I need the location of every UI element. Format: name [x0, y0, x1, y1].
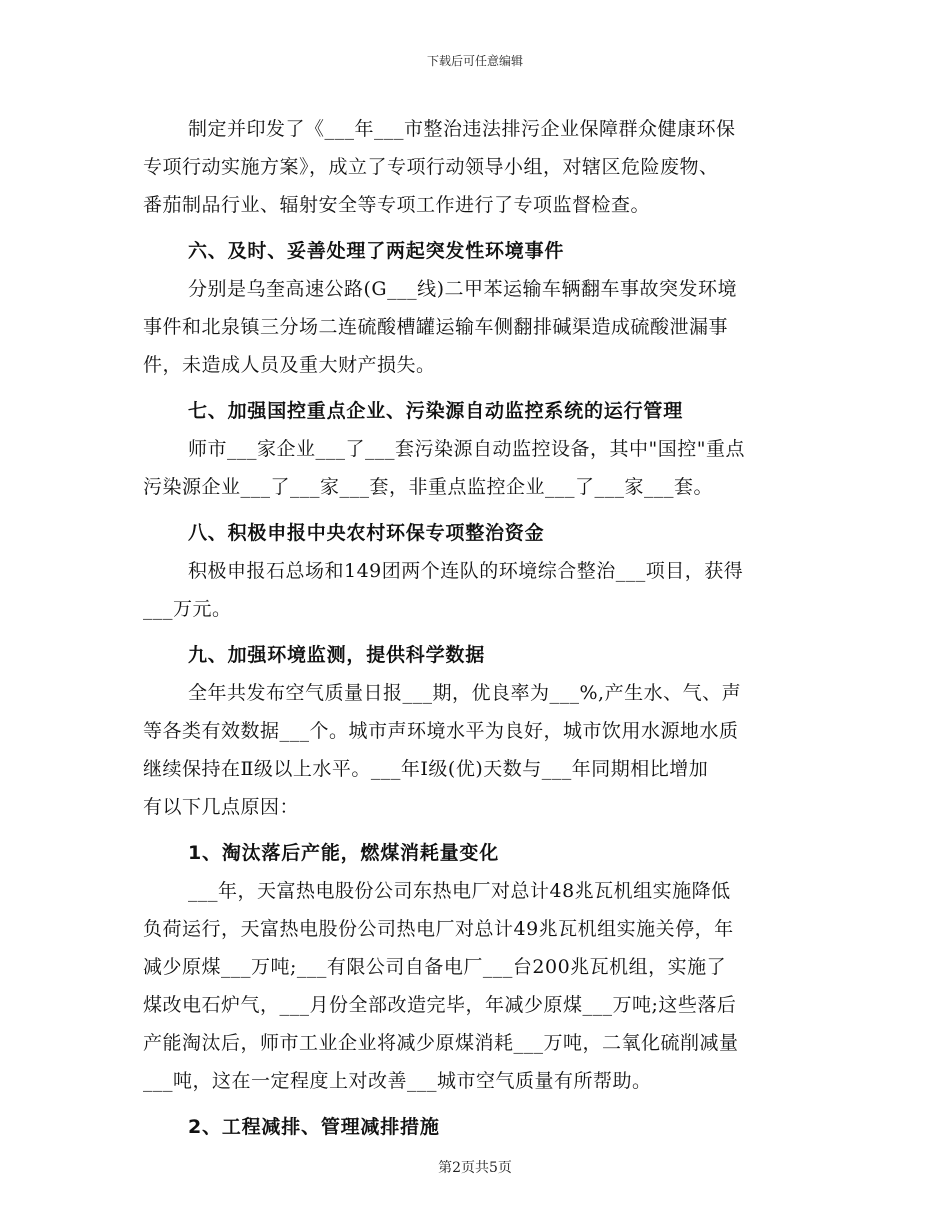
section-heading: 六、及时、妥善处理了两起突发性环境事件 [188, 240, 565, 262]
paragraph-line: 等各类有效数据___个。城市声环境水平为良好，城市饮用水源地水质 [143, 720, 739, 742]
paragraph-line: 事件和北泉镇三分场二连硫酸槽罐运输车侧翻排碱渠造成硫酸泄漏事 [143, 316, 729, 338]
paragraph-line: 专项行动实施方案》，成立了专项行动领导小组，对辖区危险废物、 [143, 156, 719, 178]
paragraph-line: 制定并印发了《___年___市整治违法排污企业保障群众健康环保 [188, 118, 736, 140]
paragraph-line: ___年，天富热电股份公司东热电厂对总计48兆瓦机组实施降低 [188, 880, 731, 902]
document-body [143, 110, 807, 1146]
paragraph-line: 师市___家企业___了___套污染源自动监控设备，其中"国控"重点 [188, 438, 745, 460]
paragraph-line: ___吨，这在一定程度上对改善___城市空气质量有所帮助。 [143, 1070, 652, 1092]
paragraph-line: 分别是乌奎高速公路(G___线)二甲苯运输车辆翻车事故突发环境 [188, 278, 738, 300]
paragraph-line: 煤改电石炉气，___月份全部改造完毕，年减少原煤___万吨;这些落后 [143, 994, 737, 1016]
section-heading: 八、积极申报中央农村环保专项整治资金 [188, 522, 545, 544]
paragraph-line: 污染源企业___了___家___套，非重点监控企业___了___家___套。 [143, 476, 714, 498]
section-heading: 九、加强环境监测，提供科学数据 [188, 644, 486, 666]
page-footer: 第2页共5页 [438, 1160, 512, 1176]
paragraph-line: 有以下几点原因： [143, 796, 300, 818]
section-heading: 七、加强国控重点企业、污染源自动监控系统的运行管理 [188, 400, 684, 422]
paragraph-line: 番茄制品行业、辐射安全等专项工作进行了专项监督检查。 [143, 194, 651, 216]
section-heading: 1、淘汰落后产能，燃煤消耗量变化 [188, 842, 500, 864]
paragraph-line: 全年共发布空气质量日报___期，优良率为___%,产生水、气、声 [188, 682, 742, 704]
paragraph-line: 产能淘汰后，师市工业企业将减少原煤消耗___万吨，二氧化硫削减量 [143, 1032, 739, 1054]
page-header: 下载后可任意编辑 [426, 54, 523, 68]
paragraph-line: 负荷运行，天富热电股份公司热电厂对总计49兆瓦机组实施关停，年 [143, 918, 734, 940]
paragraph-line: 件，未造成人员及重大财产损失。 [143, 354, 436, 376]
paragraph-line: 继续保持在Ⅱ级以上水平。___年Ⅰ级(优)天数与___年同期相比增加 [143, 758, 709, 780]
paragraph-line: ___万元。 [143, 598, 232, 620]
section-heading: 2、工程减排、管理减排措施 [188, 1116, 440, 1138]
paragraph-line: 减少原煤___万吨;___有限公司自备电厂___台200兆瓦机组，实施了 [143, 956, 727, 978]
paragraph-line: 积极申报石总场和149团两个连队的环境综合整治___项目，获得 [188, 560, 744, 582]
